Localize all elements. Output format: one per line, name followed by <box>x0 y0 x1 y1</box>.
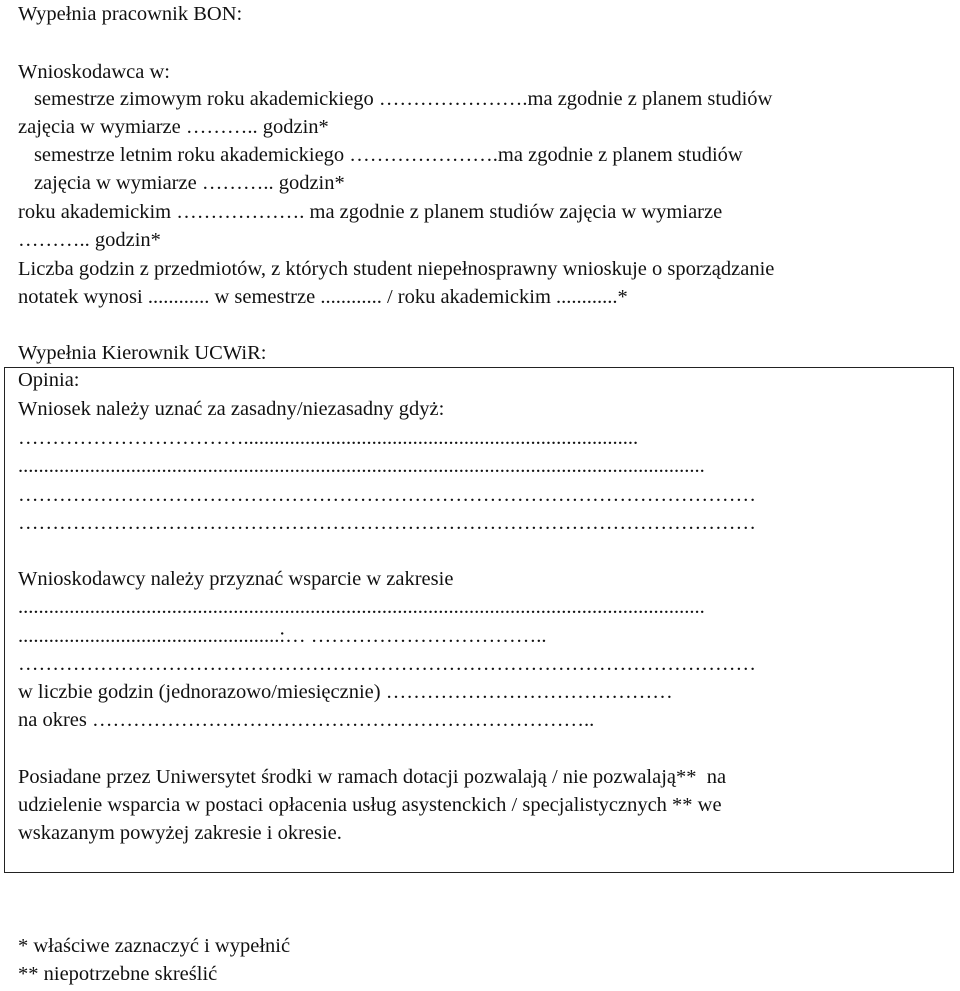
notes-hours-line: Liczba godzin z przedmiotów, z których student niepełnosprawny wnioskuje o sporządzanie <box>18 258 775 280</box>
academic-year-hours-line[interactable]: ……….. godzin* <box>18 229 161 251</box>
footnote-single-asterisk: * właściwe zaznaczyć i wypełnić <box>18 935 291 957</box>
opinion-label: Opinia: <box>18 369 80 391</box>
reason-fill-line[interactable]: ……………………………............................................................................. <box>18 427 639 449</box>
reason-fill-line[interactable]: ...................................................................................................................................... <box>18 455 705 477</box>
winter-hours-line[interactable]: zajęcia w wymiarze ……….. godzin* <box>18 116 329 138</box>
academic-year-line[interactable]: roku akademickim ………………. ma zgodnie z planem studiów zajęcia w wymiarze <box>18 201 723 223</box>
ucwir-section-header: Wypełnia Kierownik UCWiR: <box>18 342 267 364</box>
summer-semester-line[interactable]: semestrze letnim roku akademickiego ………………….ma zgodnie z planem studiów <box>18 144 732 166</box>
summer-hours-line[interactable]: zajęcia w wymiarze ……….. godzin* <box>18 172 334 194</box>
winter-semester-line[interactable]: semestrze zimowym roku akademickiego ………………….ma zgodnie z planem studiów <box>18 88 762 110</box>
reason-label: Wniosek należy uznać za zasadny/niezasadny gdyż: <box>18 398 445 420</box>
support-fill-line[interactable]: ……………………………………………………………………………………………… <box>18 653 756 675</box>
notes-hours-fields-line[interactable]: notatek wynosi ............ w semestrze ............ / roku akademickim ............* <box>18 286 628 308</box>
period-line[interactable]: na okres ……………………………………………………………….. <box>18 709 595 731</box>
reason-fill-line[interactable]: ……………………………………………………………………………………………… <box>18 512 756 534</box>
support-fill-line[interactable]: ...................................................:… …………………………….. <box>18 625 547 647</box>
support-fill-line[interactable]: ...................................................................................................................................... <box>18 596 705 618</box>
applicant-label: Wnioskodawca w: <box>18 61 170 83</box>
funds-statement-line: Posiadane przez Uniwersytet środki w ramach dotacji pozwalają / nie pozwalają** na <box>18 766 727 788</box>
funds-statement-line: udzielenie wsparcia w postaci opłacenia usług asystenckich / specjalistycznych ** we <box>18 794 722 816</box>
footnote-double-asterisk: ** niepotrzebne skreślić <box>18 963 218 985</box>
support-label: Wnioskodawcy należy przyznać wsparcie w zakresie <box>18 568 454 590</box>
hours-line[interactable]: w liczbie godzin (jednorazowo/miesięcznie) …………………………………… <box>18 681 673 703</box>
bon-section-header: Wypełnia pracownik BON: <box>18 3 243 25</box>
reason-fill-line[interactable]: ……………………………………………………………………………………………… <box>18 484 756 506</box>
funds-statement-line: wskazanym powyżej zakresie i okresie. <box>18 822 342 844</box>
